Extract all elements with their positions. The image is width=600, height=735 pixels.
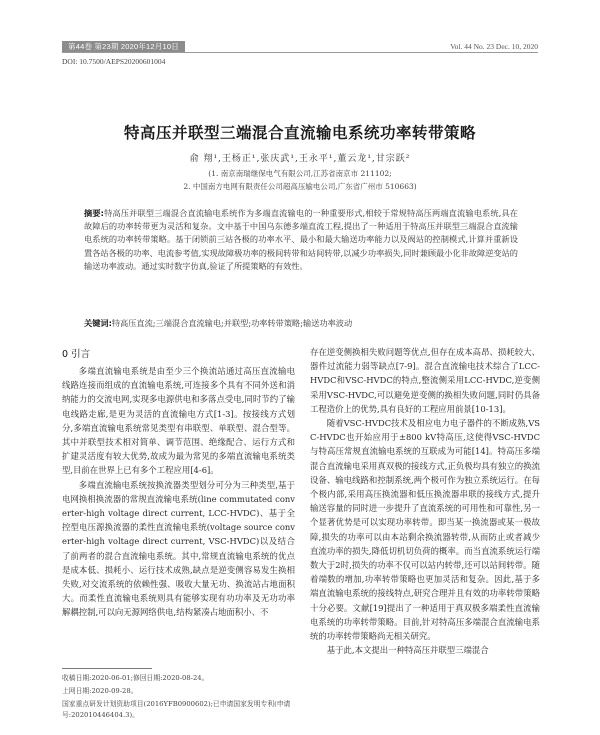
paragraph: 多端直流输电系统按换流器类型划分可分为三种类型,基于电网换相换流器的常规直流输电系统(line commutated converter-high voltage direct current, LCC-HVDC)、基于全控型电压源换流器的柔性直流输电系统(voltage source converter-high voltage direct current, VSC-HVDC)以及结合了前两者的混合直流输电系统。其中,常规直流输电系统的优点是成本低、损耗小、运行技术成熟,缺点是逆变侧容易发生换相失败,对交流系统的依赖性强、吸收大量无功、换流站占地面积大。而柔性直流输电系统则具有能够实现有功功率及无功功率解耦控制,可以向无源网络供电,结构紧凑占地面积小、不: [62, 479, 295, 618]
authors: 俞 翔¹,王杨正¹,张庆武¹,王永平¹,董云龙¹,甘宗跃²: [189, 154, 411, 164]
affiliation-1: (1. 南京南瑞继保电气有限公司,江苏省南京市 211102;: [208, 169, 392, 178]
footnote-received: 收稿日期:2020-06-01;修回日期:2020-08-24。: [62, 674, 209, 682]
abstract-text: 特高压并联型三端混合直流输电系统作为多端直流输电的一种重要形式,相较于常规特高压两端直流输电系统,具在故障后的功率转带更为灵活和复杂。文中基于中国乌东德多端直流工程,提出了一种适用于特高压并联型三端混合直流输电系统的功率转带策略。基于闭锁前三站各极的功率水平、最小和最大输送功率能力以及阀站的控制模式,计算并重新设置各站各极的功率、电流参考值,实现故障极功率的极间转带和站间转带,以减少功率损失,同时兼顾最小化非故障逆变站的输送功率波动。通过实时数字仿真,验证了所提策略的有效性。: [84, 208, 518, 271]
paragraph: 基于此,本文提出一种特高压并联型三端混合: [326, 645, 489, 656]
keywords-text: 特高压直流;三端混合直流输电;并联型;功率转带策略;输送功率波动: [111, 318, 353, 328]
paragraph: 存在逆变侧换相失败问题等优点,但存在成本高昂、损耗较大、器件过流能力弱等缺点[7-9]。混合直流输电技术综合了LCC-HVDC和VSC-HVDC的特点,整流侧采用LCC-HVDC,逆变侧采用VSC-HVDC,可以避免逆变侧的换相失败问题,同时仍具备工程造价上的优势,具有良好的工程应用前景[10-13]。: [310, 347, 540, 414]
header-divider: [62, 52, 538, 53]
paragraph: 随着VSC-HVDC技术及相应电力电子器件的不断成熟,VSC-HVDC也开始应用于±800 kV特高压,这使得VSC-HVDC与特高压常规直流输电系统的互联成为可能[14]。特高压多端混合直流输电采用真双极的接线方式,正负极均具有独立的换流设备、输电线路和控制系统,两个极可作为独立系统运行。在每个极内部,采用高压换流器和低压换流器串联的接线方式,提升输送容量的同时进一步提升了直流系统的可用性和可靠性,另一个显著优势是可以实现功率转带。即当某一换流器或某一极故障,损失的功率可以由本站剩余换流器转带,从而防止或者减少直流功率的损失,降低切机切负荷的概率。而当直流系统运行端数大于2时,损失的功率不仅可以站内转带,还可以站间转带。随着端数的增加,功率转带策略也更加灵活和复杂。因此,基于多端直流输电系统的接线特点,研究合理并且有效的功率转带策略十分必要。文献[19]提出了一种适用于真双极多端柔性直流输电系统的功率转带策略。目前,针对特高压多端混合直流输电系统的功率转带策略尚无相关研究。: [310, 418, 540, 642]
left-column: [62, 364, 295, 664]
keywords-label: 关键词:: [84, 318, 112, 328]
journal-issue-english: Vol. 44 No. 23 Dec. 10, 2020: [450, 42, 538, 51]
keywords: [84, 318, 518, 329]
footnote-divider: [62, 668, 152, 669]
footnote-funding: 国家重点研发计划资助项目(2016YFB0900602);已申请国家发明专利(申请号:202010446404.3)。: [62, 700, 291, 719]
paper-title: 特高压并联型三端混合直流输电系统功率转带策略: [123, 124, 476, 142]
affiliation-2: 2. 中国南方电网有限责任公司超高压输电公司,广东省广州市 510663): [183, 182, 417, 191]
abstract: [84, 207, 518, 273]
paragraph: 多端直流输电系统是由至少三个换流站通过高压直流输电线路连接而组成的直流输电系统,可连接多个具有不同外送和消纳能力的交流电网,实现多电源供电和多落点受电,同时节约了输电线路走廊,是更为灵活的直流输电方式[1-3]。按接线方式划分,多端直流输电系统常见类型有串联型、单联型、混合型等。其中并联型技术相对简单、调节范围、绝缘配合、运行方式和扩建灵活度有较大优势,故成为最为常见的多端直流输电系统类型,目前在世界上已有多个工程应用[4-6]。: [62, 366, 295, 476]
right-column: [310, 345, 540, 735]
journal-issue-box: 第44卷 第23期 2020年12月10日: [62, 41, 185, 53]
abstract-label: 摘要:: [84, 208, 104, 218]
doi[interactable]: DOI: 10.7500/AEPS20200601004: [62, 57, 166, 66]
section-heading-introduction: 0 引言: [62, 349, 91, 360]
footnote-online: 上网日期:2020-09-28。: [62, 687, 138, 695]
